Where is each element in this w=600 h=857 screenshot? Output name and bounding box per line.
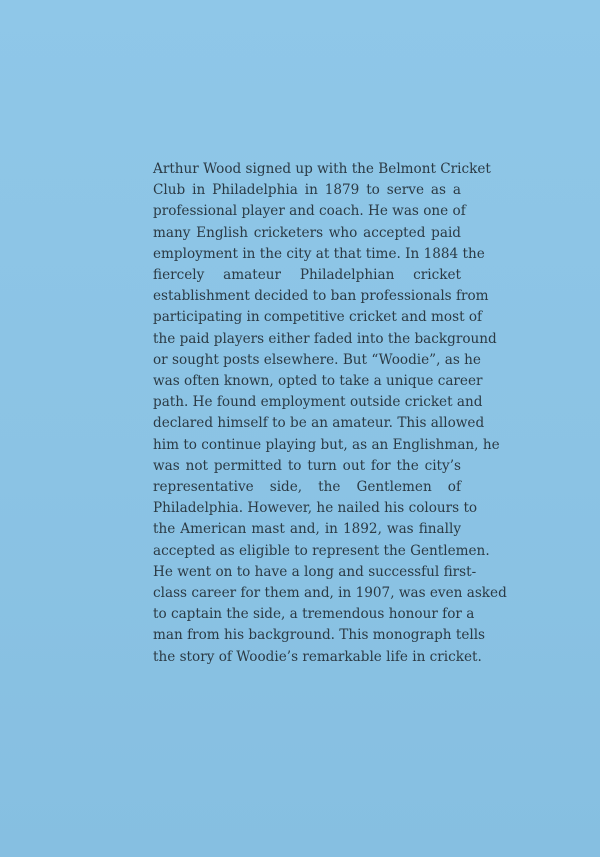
blurb-line: many English cricketers who accepted paid <box>153 224 461 241</box>
blurb-line: fiercely amateur Philadelphian cricket <box>153 267 461 284</box>
blurb-line: man from his background. This monograph tells <box>153 627 486 644</box>
blurb-line: or sought posts elsewhere. But “Woodie”, as he <box>153 351 481 368</box>
blurb-line: participating in competitive cricket and most of <box>153 309 483 326</box>
blurb-line: Philadelphia. However, he nailed his colours to <box>153 500 478 517</box>
blurb-line: was not permitted to turn out for the city’s <box>153 457 461 474</box>
blurb-line: establishment decided to ban professionals from <box>153 288 489 305</box>
blurb-line: accepted as eligible to represent the Gentlemen. <box>153 542 490 559</box>
blurb-line: the American mast and, in 1892, was finally <box>153 521 461 538</box>
blurb-line: the paid players either faded into the background <box>153 330 497 347</box>
blurb-line: employment in the city at that time. In 1884 the <box>153 245 485 262</box>
blurb-line: declared himself to be an amateur. This allowed <box>153 415 485 432</box>
blurb-line: class career for them and, in 1907, was even asked <box>153 585 507 602</box>
blurb-line: the story of Woodie’s remarkable life in cricket. <box>153 648 482 665</box>
blurb-line: Arthur Wood signed up with the Belmont Cricket <box>153 161 491 177</box>
blurb-line: Club in Philadelphia in 1879 to serve as a <box>153 182 461 199</box>
blurb-line: professional player and coach. He was one of <box>153 203 466 220</box>
blurb-line: representative side, the Gentlemen of <box>153 479 461 496</box>
blurb-paragraph <box>153 159 507 668</box>
blurb-line: was often known, opted to take a unique career <box>153 373 483 390</box>
blurb-line: path. He found employment outside cricket and <box>153 394 483 411</box>
blurb-line: to captain the side, a tremendous honour for a <box>153 606 475 623</box>
blurb-line: him to continue playing but, as an Englishman, he <box>153 436 500 453</box>
blurb-line: He went on to have a long and successful first- <box>153 563 477 580</box>
